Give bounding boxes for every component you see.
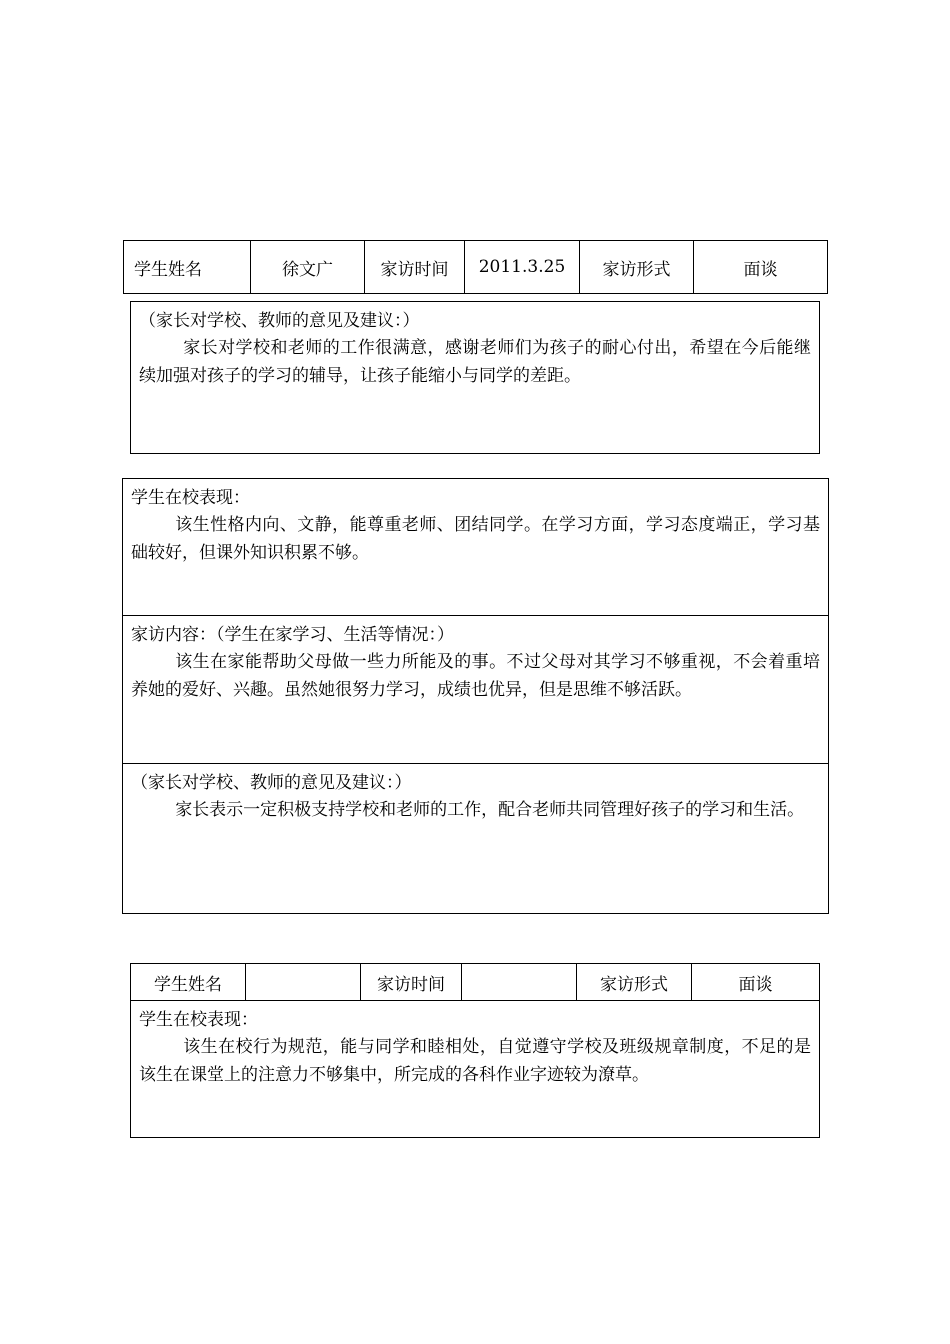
parent-opinion-section bbox=[131, 302, 819, 453]
record2-box bbox=[122, 478, 829, 914]
parent-opinion-heading: （家长对学校、教师的意见及建议：） bbox=[139, 311, 420, 331]
parent-opinion-text: 家长表示一定积极支持学校和老师的工作，配合老师共同管理好孩子的学习和生活。 bbox=[175, 800, 805, 820]
student-name-value: 徐文广 bbox=[251, 241, 365, 293]
student-name-label: 学生姓名 bbox=[124, 241, 251, 293]
visit-content-section bbox=[123, 615, 828, 764]
record3-box bbox=[130, 963, 820, 1138]
record3-header-row bbox=[131, 964, 819, 1001]
visit-form-value: 面谈 bbox=[743, 259, 778, 280]
school-performance-text: 该生性格内向、文静，能尊重老师、团结同学。在学习方面，学习态度端正，学习基础较好，但课外知识积累不够。 bbox=[131, 515, 820, 563]
visit-time-value bbox=[462, 964, 577, 1000]
school-performance-heading: 学生在校表现： bbox=[139, 1010, 258, 1030]
visit-content-text: 该生在家能帮助父母做一些力所能及的事。不过父母对其学习不够重视，不会着重培养她的爱好、兴趣。虽然她很努力学习，成绩也优异，但是思维不够活跃。 bbox=[131, 652, 820, 700]
parent-opinion-text: 家长对学校和老师的工作很满意，感谢老师们为孩子的耐心付出，希望在今后能继续加强对孩子的学习的辅导，让孩子能缩小与同学的差距。 bbox=[139, 338, 811, 386]
record1-header-row bbox=[123, 240, 828, 294]
visit-time-value: 2011.3.25 bbox=[465, 241, 580, 293]
student-name-label: 学生姓名 bbox=[131, 964, 246, 1000]
record1-parent-opinion-box bbox=[130, 301, 820, 454]
visit-content-heading: 家访内容：（学生在家学习、生活等情况：） bbox=[131, 625, 454, 645]
school-performance-heading: 学生在校表现： bbox=[131, 488, 250, 508]
visit-form-value: 面谈 bbox=[738, 974, 773, 995]
school-performance-section bbox=[131, 1001, 819, 1137]
school-performance-text: 该生在校行为规范，能与同学和睦相处，自觉遵守学校及班级规章制度，不足的是该生在课堂上的注意力不够集中，所完成的各科作业字迹较为潦草。 bbox=[139, 1037, 811, 1085]
visit-time-label: 家访时间 bbox=[365, 241, 465, 293]
parent-opinion-heading: （家长对学校、教师的意见及建议：） bbox=[131, 773, 412, 793]
parent-opinion-section bbox=[123, 763, 828, 913]
visit-form-label: 家访形式 bbox=[580, 241, 694, 293]
school-performance-section bbox=[123, 479, 828, 616]
visit-time-label: 家访时间 bbox=[361, 964, 462, 1000]
visit-form-label: 家访形式 bbox=[577, 964, 692, 1000]
student-name-value bbox=[246, 964, 361, 1000]
